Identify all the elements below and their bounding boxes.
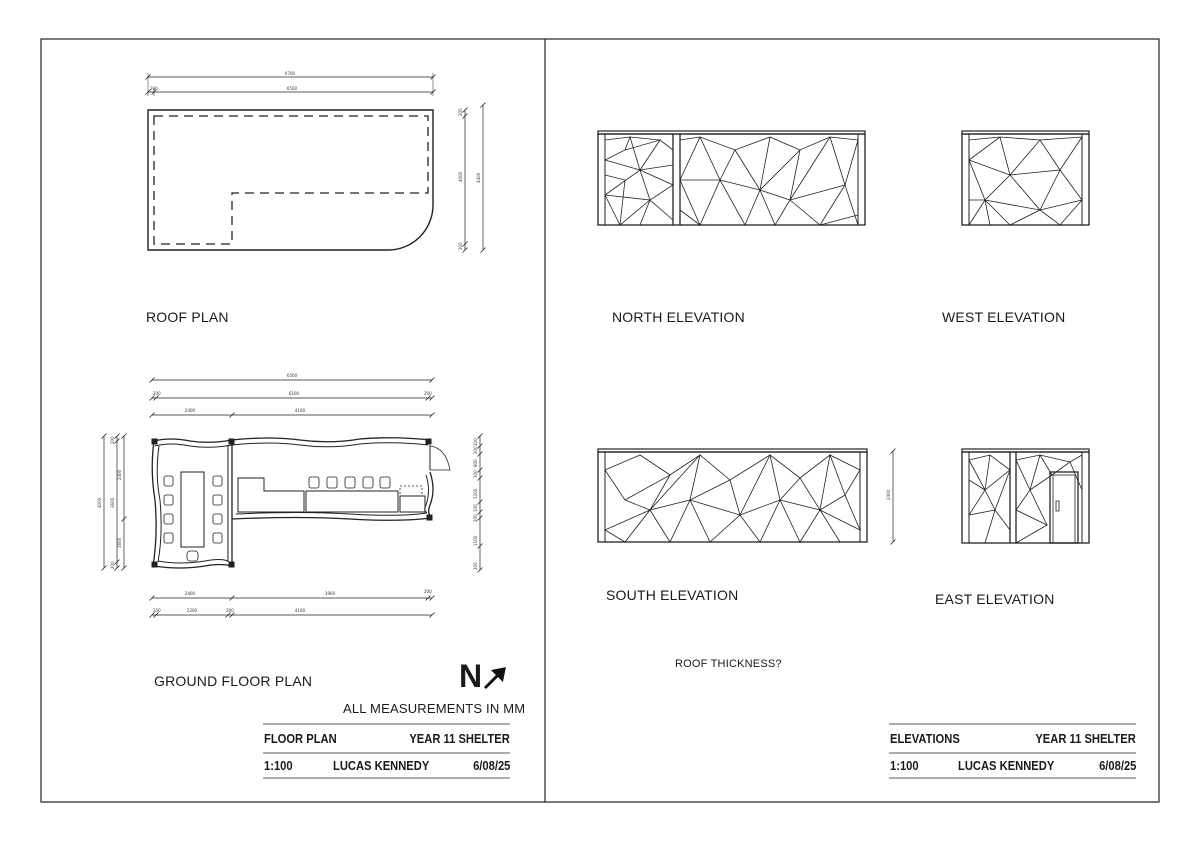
roof-dim-inner: 6500	[286, 86, 298, 91]
floor-dim-bottom2-c: 200	[226, 608, 234, 613]
south-elevation-label: SOUTH ELEVATION	[606, 587, 739, 603]
title-block-right-name: ELEVATIONS	[890, 731, 960, 746]
north-elevation-drawing	[598, 131, 865, 225]
measurements-note: ALL MEASUREMENTS IN MM	[343, 701, 526, 716]
floor-dim-right-c: 800	[473, 459, 478, 467]
floor-dim-left-mid: 3600	[110, 497, 115, 508]
roof-dim-overall: 6700	[284, 71, 296, 76]
floor-dim-top-small-right: 200	[424, 391, 432, 396]
ground-floor-plan-drawing	[102, 378, 483, 618]
east-elevation-label: EAST ELEVATION	[935, 591, 1055, 607]
ground-floor-plan-label: GROUND FLOOR PLAN	[154, 673, 313, 689]
roof-thickness-note: ROOF THICKNESS?	[675, 658, 782, 670]
floor-dim-bottom1-left: 2400	[184, 591, 196, 596]
roof-dim-right-top: 200	[458, 108, 463, 116]
title-block-left-project: YEAR 11 SHELTER	[409, 731, 510, 746]
floor-dim-left-tiny-bottom: 200	[110, 561, 115, 569]
west-elevation-label: WEST ELEVATION	[942, 309, 1066, 325]
floor-dim-right-a: 100	[473, 438, 478, 446]
floor-dim-right-f: 100	[473, 504, 478, 512]
floor-dim-top-small-left: 200	[153, 391, 161, 396]
north-elevation-label: NORTH ELEVATION	[612, 309, 745, 325]
floor-dim-bottom2-b: 2200	[186, 608, 198, 613]
west-elevation-drawing	[962, 131, 1089, 225]
north-letter: N	[459, 658, 483, 694]
title-block-right-author: LUCAS KENNEDY	[958, 758, 1055, 773]
title-block-right-date: 6/08/25	[1098, 758, 1136, 773]
floor-dim-right-g: 200	[473, 514, 478, 522]
floor-dim-top1: 6500	[286, 373, 298, 378]
title-block-left-scale: 1:100	[264, 758, 293, 773]
floor-dim-right-h: 1100	[473, 535, 478, 546]
floor-dim-top3-right: 4100	[294, 408, 306, 413]
floor-dim-bottom1-end: 200	[424, 589, 432, 594]
title-block-left-date: 6/08/25	[472, 758, 510, 773]
floor-dim-left-small: 1600	[117, 537, 122, 548]
roof-dim-left-offset: 200	[150, 86, 158, 91]
roof-dim-right-mid: 4000	[458, 171, 463, 182]
floor-dim-bottom1-right: 3900	[324, 591, 336, 596]
title-block-left-author: LUCAS KENNEDY	[333, 758, 430, 773]
south-elevation-drawing	[598, 449, 896, 545]
roof-dim-right-overall: 4400	[476, 172, 481, 183]
floor-dim-right-i: 200	[473, 562, 478, 570]
north-arrow-icon	[485, 669, 504, 688]
roof-dim-right-bottom: 200	[458, 242, 463, 250]
title-block-left-name: FLOOR PLAN	[264, 731, 337, 746]
floor-dim-top3-left: 2400	[184, 408, 196, 413]
floor-dim-bottom2-a: 200	[153, 608, 161, 613]
title-block-right-scale: 1:100	[890, 758, 919, 773]
floor-dim-top2: 6100	[288, 391, 300, 396]
floor-dim-right-d: 100	[473, 470, 478, 478]
east-elevation-drawing	[962, 449, 1089, 543]
floor-dim-left-overall: 4000	[97, 497, 102, 508]
floor-dim-right-b: 200	[473, 446, 478, 454]
floor-dim-left-tiny-top: 200	[110, 436, 115, 444]
roof-plan-drawing	[146, 73, 486, 253]
title-block-right-project: YEAR 11 SHELTER	[1035, 731, 1136, 746]
roof-plan-label: ROOF PLAN	[146, 309, 229, 325]
floor-dim-bottom2-d: 4100	[294, 608, 306, 613]
floor-dim-left-inner: 2400	[117, 469, 122, 480]
south-dim-height: 2400	[886, 489, 891, 500]
floor-dim-right-e: 1200	[473, 488, 478, 499]
